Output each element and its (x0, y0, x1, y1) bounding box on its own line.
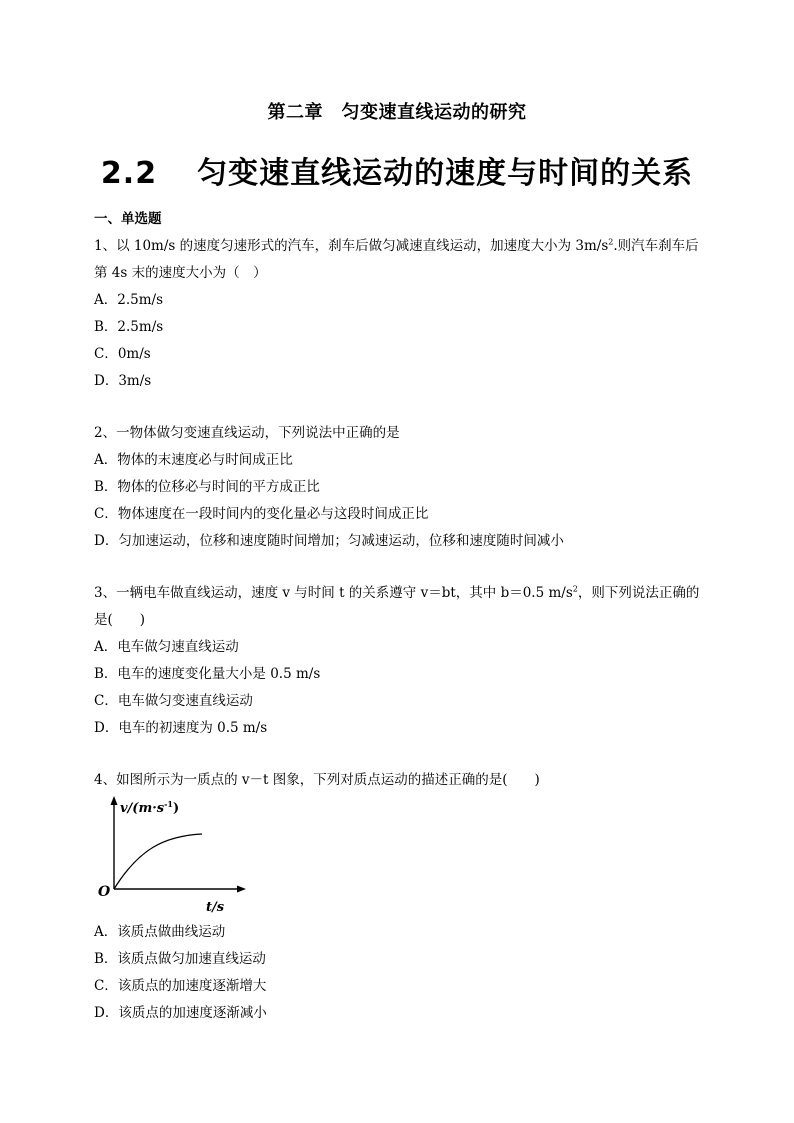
option-d: D．电车的初速度为 0.5 m/s (94, 720, 268, 736)
stem-text: 1、以 10m/s 的速度匀速形式的汽车，刹车后做匀减速直线运动，加速度大小为 3m/s (94, 238, 609, 254)
spacer (94, 395, 704, 420)
title-text: 匀变速直线运动的速度与时间的关系 (197, 156, 694, 191)
stem-text: ，则下列说法正确的 (577, 585, 700, 601)
stem-text: .则汽车刹车后 (613, 238, 699, 254)
origin-label: O (98, 884, 111, 900)
x-axis-label: t/s (206, 900, 225, 915)
question-stem-continued: 第 4s 末的速度大小为（ ） (94, 265, 267, 281)
option-b: B．该质点做匀加速直线运动 (94, 951, 266, 967)
y-axis-label: $v/(m\cdot s^{-1})$ (120, 799, 180, 816)
stem-text: 3、一辆电车做直线运动，速度 v 与时间 t 的关系遵守 v＝bt，其中 b＝0.5 m/s (94, 585, 573, 601)
question-3 (94, 580, 704, 742)
option-c: C．该质点的加速度逐渐增大 (94, 978, 267, 994)
question-2 (94, 420, 704, 555)
chapter-heading: 第二章 匀变速直线运动的研究 (267, 102, 527, 123)
y-axis-arrow (111, 796, 118, 805)
spacer (94, 742, 704, 767)
option-d: D．该质点的加速度逐渐减小 (94, 1005, 267, 1021)
title-number: 2.2 (100, 156, 158, 191)
question-stem: 2、一物体做匀变速直线运动，下列说法中正确的是 (94, 425, 400, 441)
option-c: C．0m/s (94, 346, 151, 362)
question-1 (94, 233, 704, 395)
question-stem: 4、如图所示为一质点的 v－t 图象，下列对质点运动的描述正确的是( ) (94, 772, 540, 788)
question-list (94, 206, 704, 1027)
option-c: C．物体速度在一段时间内的变化量必与这段时间成正比 (94, 506, 429, 522)
question-stem (94, 233, 704, 260)
x-axis-arrow (237, 886, 246, 893)
option-a: A．该质点做曲线运动 (94, 924, 226, 940)
option-b: B．电车的速度变化量大小是 0.5 m/s (94, 666, 321, 682)
option-d: D．匀加速运动，位移和速度随时间增加；匀减速运动，位移和速度随时间减小 (94, 533, 564, 549)
page-title (0, 148, 794, 192)
question-stem-continued: 是( ) (94, 612, 146, 628)
option-d: D．3m/s (94, 373, 152, 389)
option-b: B．2.5m/s (94, 319, 164, 335)
velocity-curve (114, 834, 202, 889)
option-c: C．电车做匀变速直线运动 (94, 693, 253, 709)
spacer (94, 555, 704, 580)
section-heading: 一、单选题 (94, 211, 162, 227)
option-a: A．电车做匀速直线运动 (94, 639, 239, 655)
vt-graph-svg (94, 794, 254, 919)
option-a: A．物体的末速度必与时间成正比 (94, 452, 293, 468)
question-4 (94, 767, 704, 1027)
stem-superscript: 2 (572, 584, 578, 594)
stem-superscript: 2 (608, 237, 614, 247)
option-a: A．2.5m/s (94, 292, 163, 308)
question-stem (94, 580, 704, 607)
velocity-time-graph (94, 794, 254, 919)
option-b: B．物体的位移必与时间的平方成正比 (94, 479, 320, 495)
